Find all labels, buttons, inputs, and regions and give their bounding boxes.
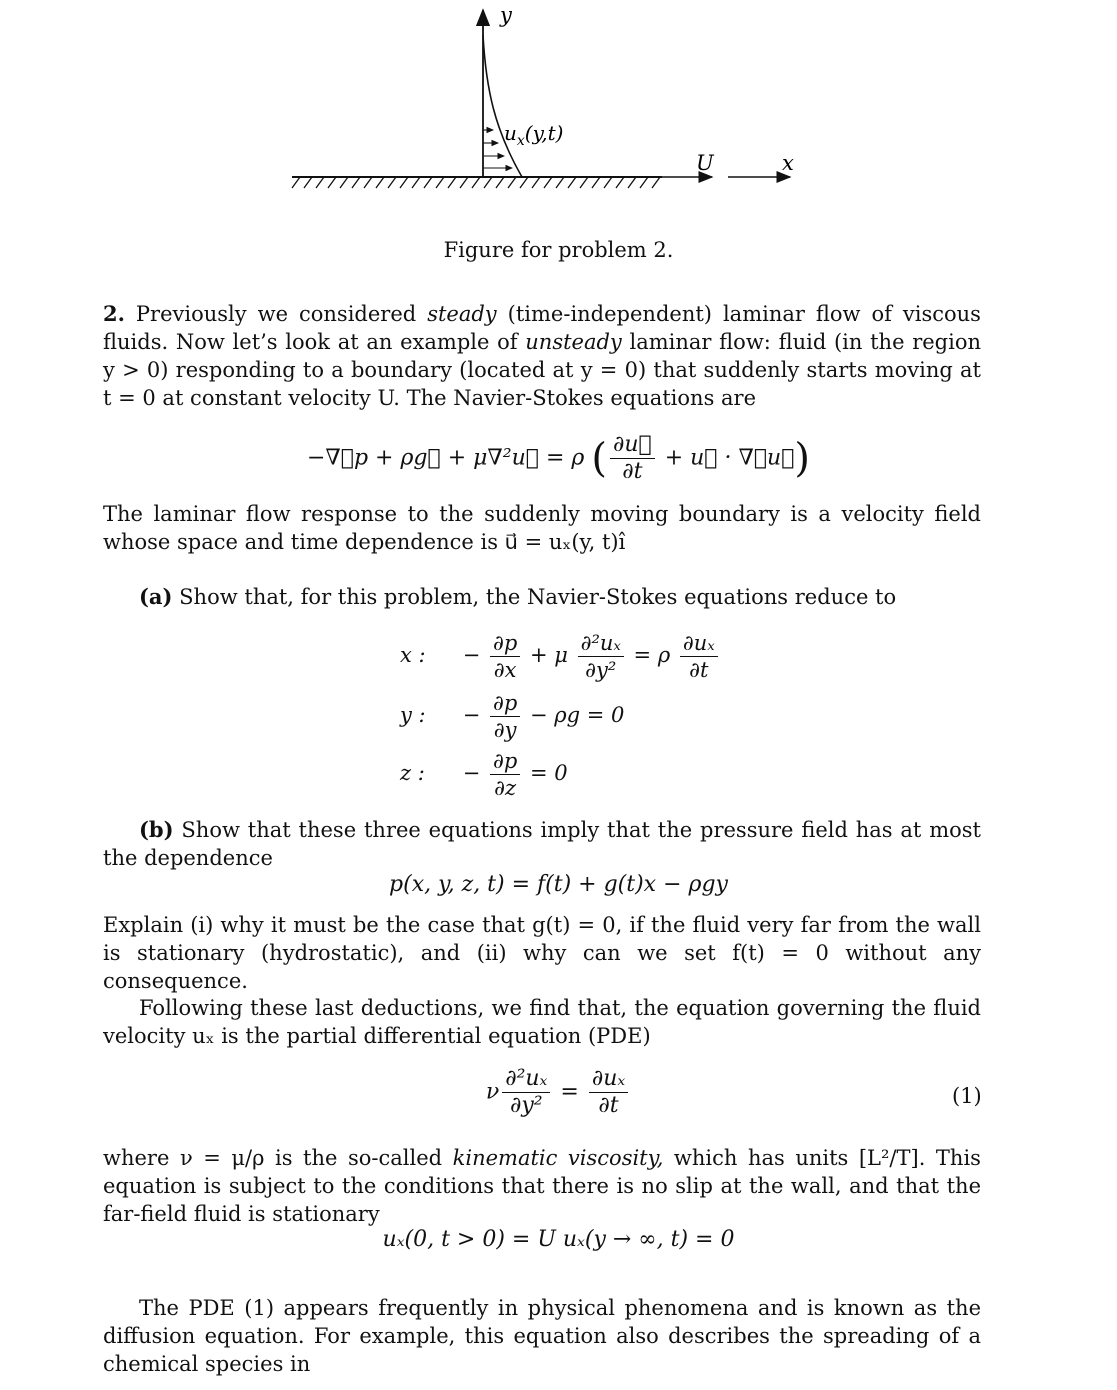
problem-intro [103,300,981,412]
equation-number: (1) [952,1084,982,1108]
profile-label: $u_x(y,t)$ [504,121,564,149]
wall-hatching [292,177,660,188]
intro-text-2: (time-independent) laminar flow of viscous fluids. Now let’s look at an example of [103,302,981,354]
closing-text: The PDE (1) appears frequently in physical phenomena and is known as the diffusion equation. For example, this equation also describes the spreading of a chemical species in [103,1296,981,1376]
steady-word: steady [427,302,497,326]
problem-figure [0,0,1117,230]
part-b-explain: Explain (i) why it must be the case that g(t) = 0, if the fluid very far from the wall is stationary (hydrostatic), and (ii) why can we set f(t) = 0 without any consequence. [103,913,981,993]
system-row-y: y : − $\frac{\partial p}{\partial y}$ − ρg = 0 [400,691,625,742]
y-axis-label: y [500,3,512,27]
system-row-z: z : − $\frac{\partial p}{\partial z}$ = 0 [400,749,568,800]
part-b-label: (b) [139,817,174,842]
boundary-conditions: uₓ(0, t > 0) = U uₓ(y → ∞, t) = 0 [382,1227,735,1252]
part-a-label: (a) [139,584,173,609]
pressure-equation: p(x, y, z, t) = f(t) + g(t)x − ρgy [389,872,728,897]
following-text: Following these last deductions, we find that, the equation governing the fluid velocity uₓ is the partial differential equation (PDE) [103,996,981,1048]
intro-text-3: laminar flow: fluid (in the region y > 0) responding to a boundary (located at y = 0) that suddenly starts moving at t = 0 at constant velocity U. The Navier-Stokes equations are [103,330,981,410]
unsteady-word: unsteady [525,330,622,354]
system-row-x: x : − $\frac{\partial p}{\partial x}$ + μ $\frac{\text{∂²uₓ}}{\text{∂y²}}$ = ρ $\frac{\text{∂uₓ}}{\partial t}$ [400,630,721,683]
kinematic-viscosity-term: kinematic viscosity, [452,1146,664,1170]
part-b-text: (b) Show that these three equations imply that the pressure field has at most the dependence [103,817,981,870]
response-text: The laminar flow response to the suddenly moving boundary is a velocity field whose space and time dependence is u⃗ = uₓ(y, t)î [103,502,981,554]
wall-velocity-label: U [696,151,714,175]
part-a-text: (a) Show that, for this problem, the Navier-Stokes equations reduce to [139,584,897,609]
figure-caption: Figure for problem 2. [443,238,674,262]
diffusion-pde: ν $\frac{\text{∂²uₓ}}{\text{∂y²}}$ = $\frac{\text{∂uₓ}}{\partial t}$ [0,1066,1117,1119]
problem-number: 2. [103,301,125,326]
navier-stokes-equation: −∇⃗p + ρg⃗ + μ∇²u⃗ = ρ ( $\frac{\partial u⃗}{\partial t}$ + u⃗ · ∇⃗u⃗) [306,432,811,484]
where-text: where ν = μ/ρ is the so-called kinematic viscosity, which has units [L²/T]. This equation is subject to the conditions that there is no slip at the wall, and that the far-field fluid is stationary [103,1146,981,1226]
x-axis-label: x [782,151,794,175]
intro-text-1: Previously we considered [135,302,417,326]
